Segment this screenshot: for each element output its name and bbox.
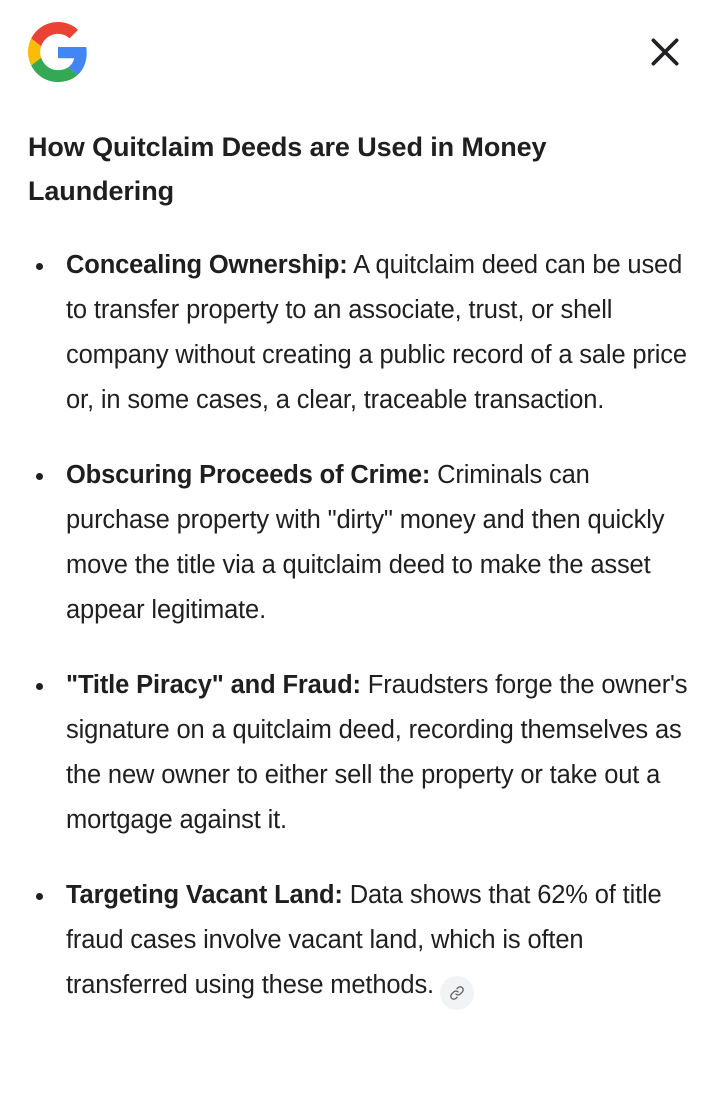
list-item-text: Fraudsters forge the owner's signature on a quitclaim deed, recording themselves as the new owner to either sell the property or take out a mortgage against it. — [66, 671, 688, 835]
list-item-text: A quitclaim deed can be used to transfer property to an associate, trust, or shell company without creating a public record of a sale price or, in some cases, a clear, traceable transaction. — [66, 251, 687, 415]
page-title: How Quitclaim Deeds are Used in Money Laundering — [28, 132, 547, 206]
list-item — [28, 243, 694, 423]
list-item — [28, 453, 694, 633]
list-item-lead: Targeting Vacant Land: — [66, 881, 343, 910]
list-item-text: Data shows that 62% of title fraud cases involve vacant land, which is often transferred using these methods. — [66, 881, 662, 1000]
list-item-lead: Concealing Ownership: — [66, 251, 348, 280]
app-header — [0, 0, 720, 104]
google-g-logo-icon — [28, 22, 88, 82]
list-item-lead: "Title Piracy" and Fraud: — [66, 671, 361, 700]
close-icon[interactable] — [638, 25, 692, 79]
link-icon[interactable] — [440, 976, 474, 1010]
list-item — [28, 663, 694, 843]
list-item-lead: Obscuring Proceeds of Crime: — [66, 461, 431, 490]
article-content — [0, 126, 720, 1010]
list-item — [28, 873, 694, 1010]
list-item-text: Criminals can purchase property with "dirty" money and then quickly move the title via a quitclaim deed to make the asset appear legitimate. — [66, 461, 665, 625]
bullet-list — [28, 243, 694, 1010]
